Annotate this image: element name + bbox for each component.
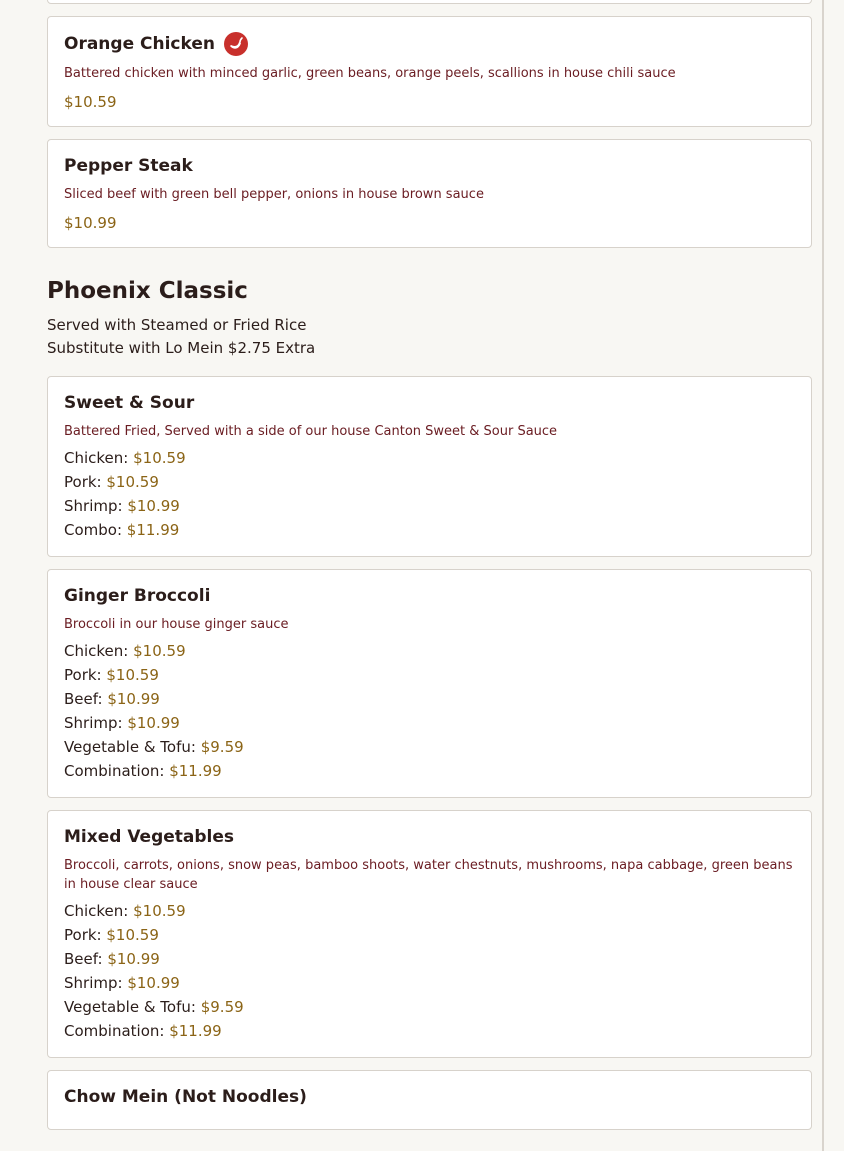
menu-item-description: Broccoli in our house ginger sauce	[64, 617, 289, 632]
option-label: Combination:	[64, 1022, 165, 1040]
section-note: Served with Steamed or Fried Rice	[47, 316, 307, 334]
menu-list	[47, 0, 812, 1142]
menu-item-name: Ginger Broccoli	[64, 586, 211, 606]
price-option	[64, 759, 795, 783]
price-option	[64, 947, 795, 971]
chili-pepper-icon	[224, 32, 248, 56]
price-option	[64, 711, 795, 735]
price-options	[64, 899, 795, 1043]
option-label: Shrimp:	[64, 497, 123, 515]
menu-item-card[interactable]	[47, 16, 812, 127]
option-label: Beef:	[64, 950, 103, 968]
option-label: Vegetable & Tofu:	[64, 998, 196, 1016]
menu-item-card[interactable]	[47, 810, 812, 1058]
option-price: $10.59	[106, 666, 159, 684]
option-label: Combination:	[64, 762, 165, 780]
menu-item-description: Sliced beef with green bell pepper, onions in house brown sauce	[64, 187, 484, 202]
option-price: $10.59	[106, 926, 159, 944]
option-label: Beef:	[64, 690, 103, 708]
menu-item-title-row	[64, 155, 795, 177]
price-option	[64, 518, 795, 542]
option-price: $10.59	[133, 642, 186, 660]
price-option	[64, 899, 795, 923]
menu-item-name: Orange Chicken	[64, 34, 215, 54]
menu-item-title-row	[64, 826, 795, 848]
menu-item-title-row	[64, 1086, 795, 1108]
menu-item-card[interactable]	[47, 376, 812, 557]
menu-item-name: Pepper Steak	[64, 156, 193, 176]
menu-item-price: $10.59	[64, 93, 117, 111]
menu-item-price: $10.99	[64, 214, 117, 232]
option-price: $11.99	[126, 521, 180, 539]
section-title: Phoenix Classic	[47, 278, 248, 304]
option-price: $10.99	[127, 974, 180, 992]
option-price: $10.59	[133, 902, 186, 920]
option-price: $10.59	[106, 473, 159, 491]
menu-item-name: Sweet & Sour	[64, 393, 195, 413]
option-price: $9.59	[200, 738, 244, 756]
option-label: Chicken:	[64, 642, 129, 660]
option-label: Vegetable & Tofu:	[64, 738, 196, 756]
price-option	[64, 1019, 795, 1043]
price-option	[64, 663, 795, 687]
option-price: $10.99	[127, 714, 180, 732]
menu-item-card[interactable]	[47, 569, 812, 798]
option-price: $11.99	[169, 1022, 222, 1040]
option-price: $9.59	[200, 998, 244, 1016]
price-option	[64, 971, 795, 995]
menu-item-title-row	[64, 392, 795, 414]
option-label: Combo:	[64, 521, 123, 539]
section-notes	[47, 314, 812, 360]
option-price: $10.99	[127, 497, 180, 515]
option-label: Chicken:	[64, 902, 129, 920]
option-price: $10.99	[107, 950, 160, 968]
menu-item-description: Broccoli, carrots, onions, snow peas, bamboo shoots, water chestnuts, mushrooms, napa cabbage, green beans in house clear sauce	[64, 858, 793, 892]
option-label: Pork:	[64, 473, 102, 491]
option-label: Chicken:	[64, 449, 129, 467]
price-option	[64, 494, 795, 518]
price-options	[64, 446, 795, 542]
option-price: $11.99	[169, 762, 222, 780]
price-option	[64, 687, 795, 711]
menu-item-card[interactable]	[47, 139, 812, 248]
price-option	[64, 639, 795, 663]
option-label: Shrimp:	[64, 714, 123, 732]
menu-item-name: Mixed Vegetables	[64, 827, 235, 847]
menu-item-name: Chow Mein (Not Noodles)	[64, 1087, 307, 1107]
menu-item-title-row	[64, 585, 795, 607]
menu-item-title-row	[64, 32, 795, 56]
price-option	[64, 995, 795, 1019]
option-price: $10.99	[107, 690, 160, 708]
price-options	[64, 639, 795, 783]
menu-item-card-partial[interactable]	[47, 0, 812, 4]
price-option	[64, 923, 795, 947]
page-scroll-divider	[822, 0, 824, 1151]
menu-item-description: Battered chicken with minced garlic, green beans, orange peels, scallions in house chili sauce	[64, 66, 676, 81]
option-label: Shrimp:	[64, 974, 123, 992]
price-option	[64, 735, 795, 759]
price-option	[64, 470, 795, 494]
menu-item-description: Battered Fried, Served with a side of our house Canton Sweet & Sour Sauce	[64, 424, 558, 439]
menu-item-card-partial[interactable]	[47, 1070, 812, 1130]
option-price: $10.59	[133, 449, 186, 467]
option-label: Pork:	[64, 666, 102, 684]
option-label: Pork:	[64, 926, 102, 944]
price-option	[64, 446, 795, 470]
section-note: Substitute with Lo Mein $2.75 Extra	[47, 339, 316, 357]
